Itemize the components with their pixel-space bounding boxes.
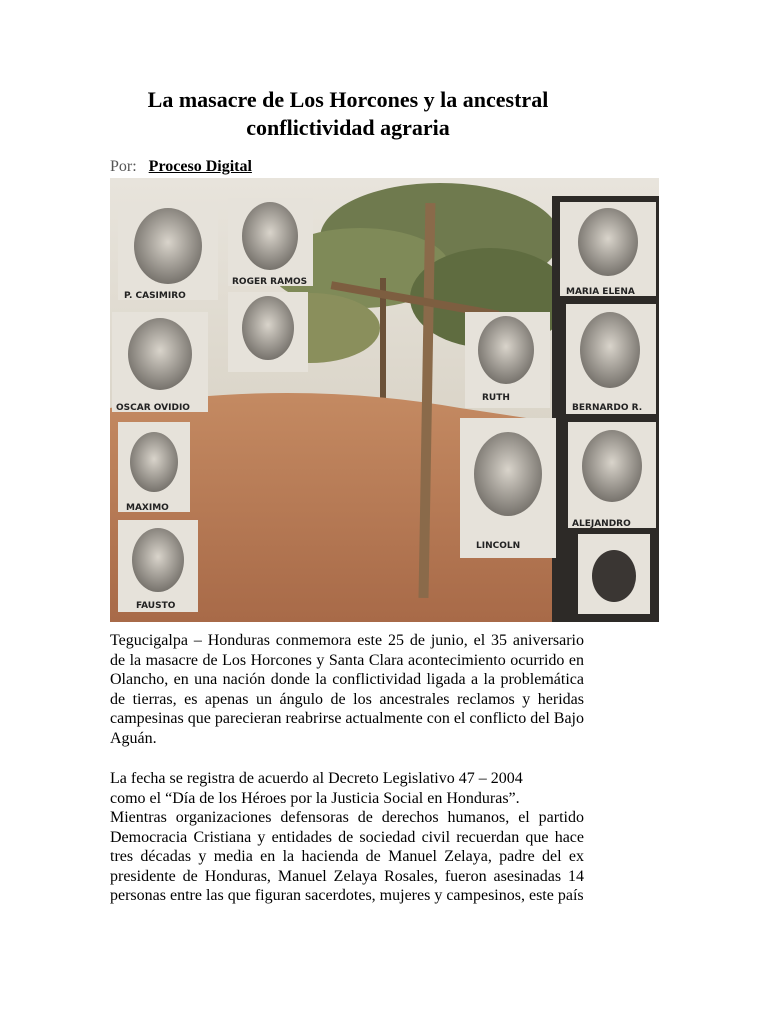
portrait-p-casimiro: [118, 202, 218, 301]
label-maria-elena: MARIA ELENA: [566, 287, 635, 297]
byline-label: Por:: [110, 158, 137, 175]
label-lincoln: LINCOLN: [476, 541, 521, 551]
portrait-alejandro: [568, 422, 656, 529]
portrait-maria-elena: [560, 202, 656, 297]
label-bernardo: BERNARDO R.: [572, 403, 643, 413]
label-oscar-ovidio: OSCAR OVIDIO: [116, 403, 190, 413]
portrait-lincoln: [460, 418, 556, 558]
label-alejandro: ALEJANDRO: [572, 519, 631, 529]
paragraph-2: [110, 769, 584, 808]
label-fausto: FAUSTO: [136, 601, 176, 611]
paragraph-2-line-1: La fecha se registra de acuerdo al Decreto Legislativo 47 – 2004: [110, 770, 523, 787]
memorial-photo: [110, 178, 659, 622]
portrait-roger-ramos: [228, 198, 313, 287]
author-link[interactable]: Proceso Digital: [148, 158, 252, 175]
portrait-maximo: [118, 422, 190, 513]
title-line-2: conflictividad agraria: [246, 115, 450, 140]
label-ruth: RUTH: [482, 393, 510, 403]
label-roger-ramos: ROGER RAMOS: [232, 277, 308, 287]
byline: [110, 156, 252, 178]
title-line-1: La masacre de Los Horcones y la ancestral: [147, 87, 549, 112]
portrait-small-bottom-right: [578, 534, 650, 614]
portrait-oscar-ovidio: [112, 312, 208, 413]
label-maximo: MAXIMO: [126, 503, 169, 513]
paragraph-1: Tegucigalpa – Honduras conmemora este 25 de junio, el 35 aniversario de la masacre de Los Horcones y Santa Clara acontecimiento ocurrido en Olancho, en una nación donde la conflictividad ligada a la problemática de tierras, es apenas un ángulo de los ancestrales reclamos y heridas campesinas que parecieran reabrirse actualmente con el conflicto del Bajo Aguán.: [110, 632, 584, 747]
label-p-casimiro: P. CASIMIRO: [124, 291, 186, 301]
portrait-ruth: [465, 312, 550, 408]
portrait-unnamed-man: [228, 292, 308, 372]
portrait-bernardo: [566, 304, 656, 414]
paragraph-3: Mientras organizaciones defensoras de derechos humanos, el partido Democracia Cristiana y entidades de sociedad civil recuerdan que hace tres décadas y media en la hacienda de Manuel Zelaya, padre del ex presidente de Honduras, Manuel Zelaya Rosales, fueron asesinadas 14 personas entre las que figuran sacerdotes, mujeres y campesinos, este país: [110, 809, 584, 904]
portrait-fausto: [118, 520, 198, 612]
paragraph-2-line-2: como el “Día de los Héroes por la Justicia Social en Honduras”.: [110, 789, 520, 807]
article-title: [100, 86, 596, 142]
